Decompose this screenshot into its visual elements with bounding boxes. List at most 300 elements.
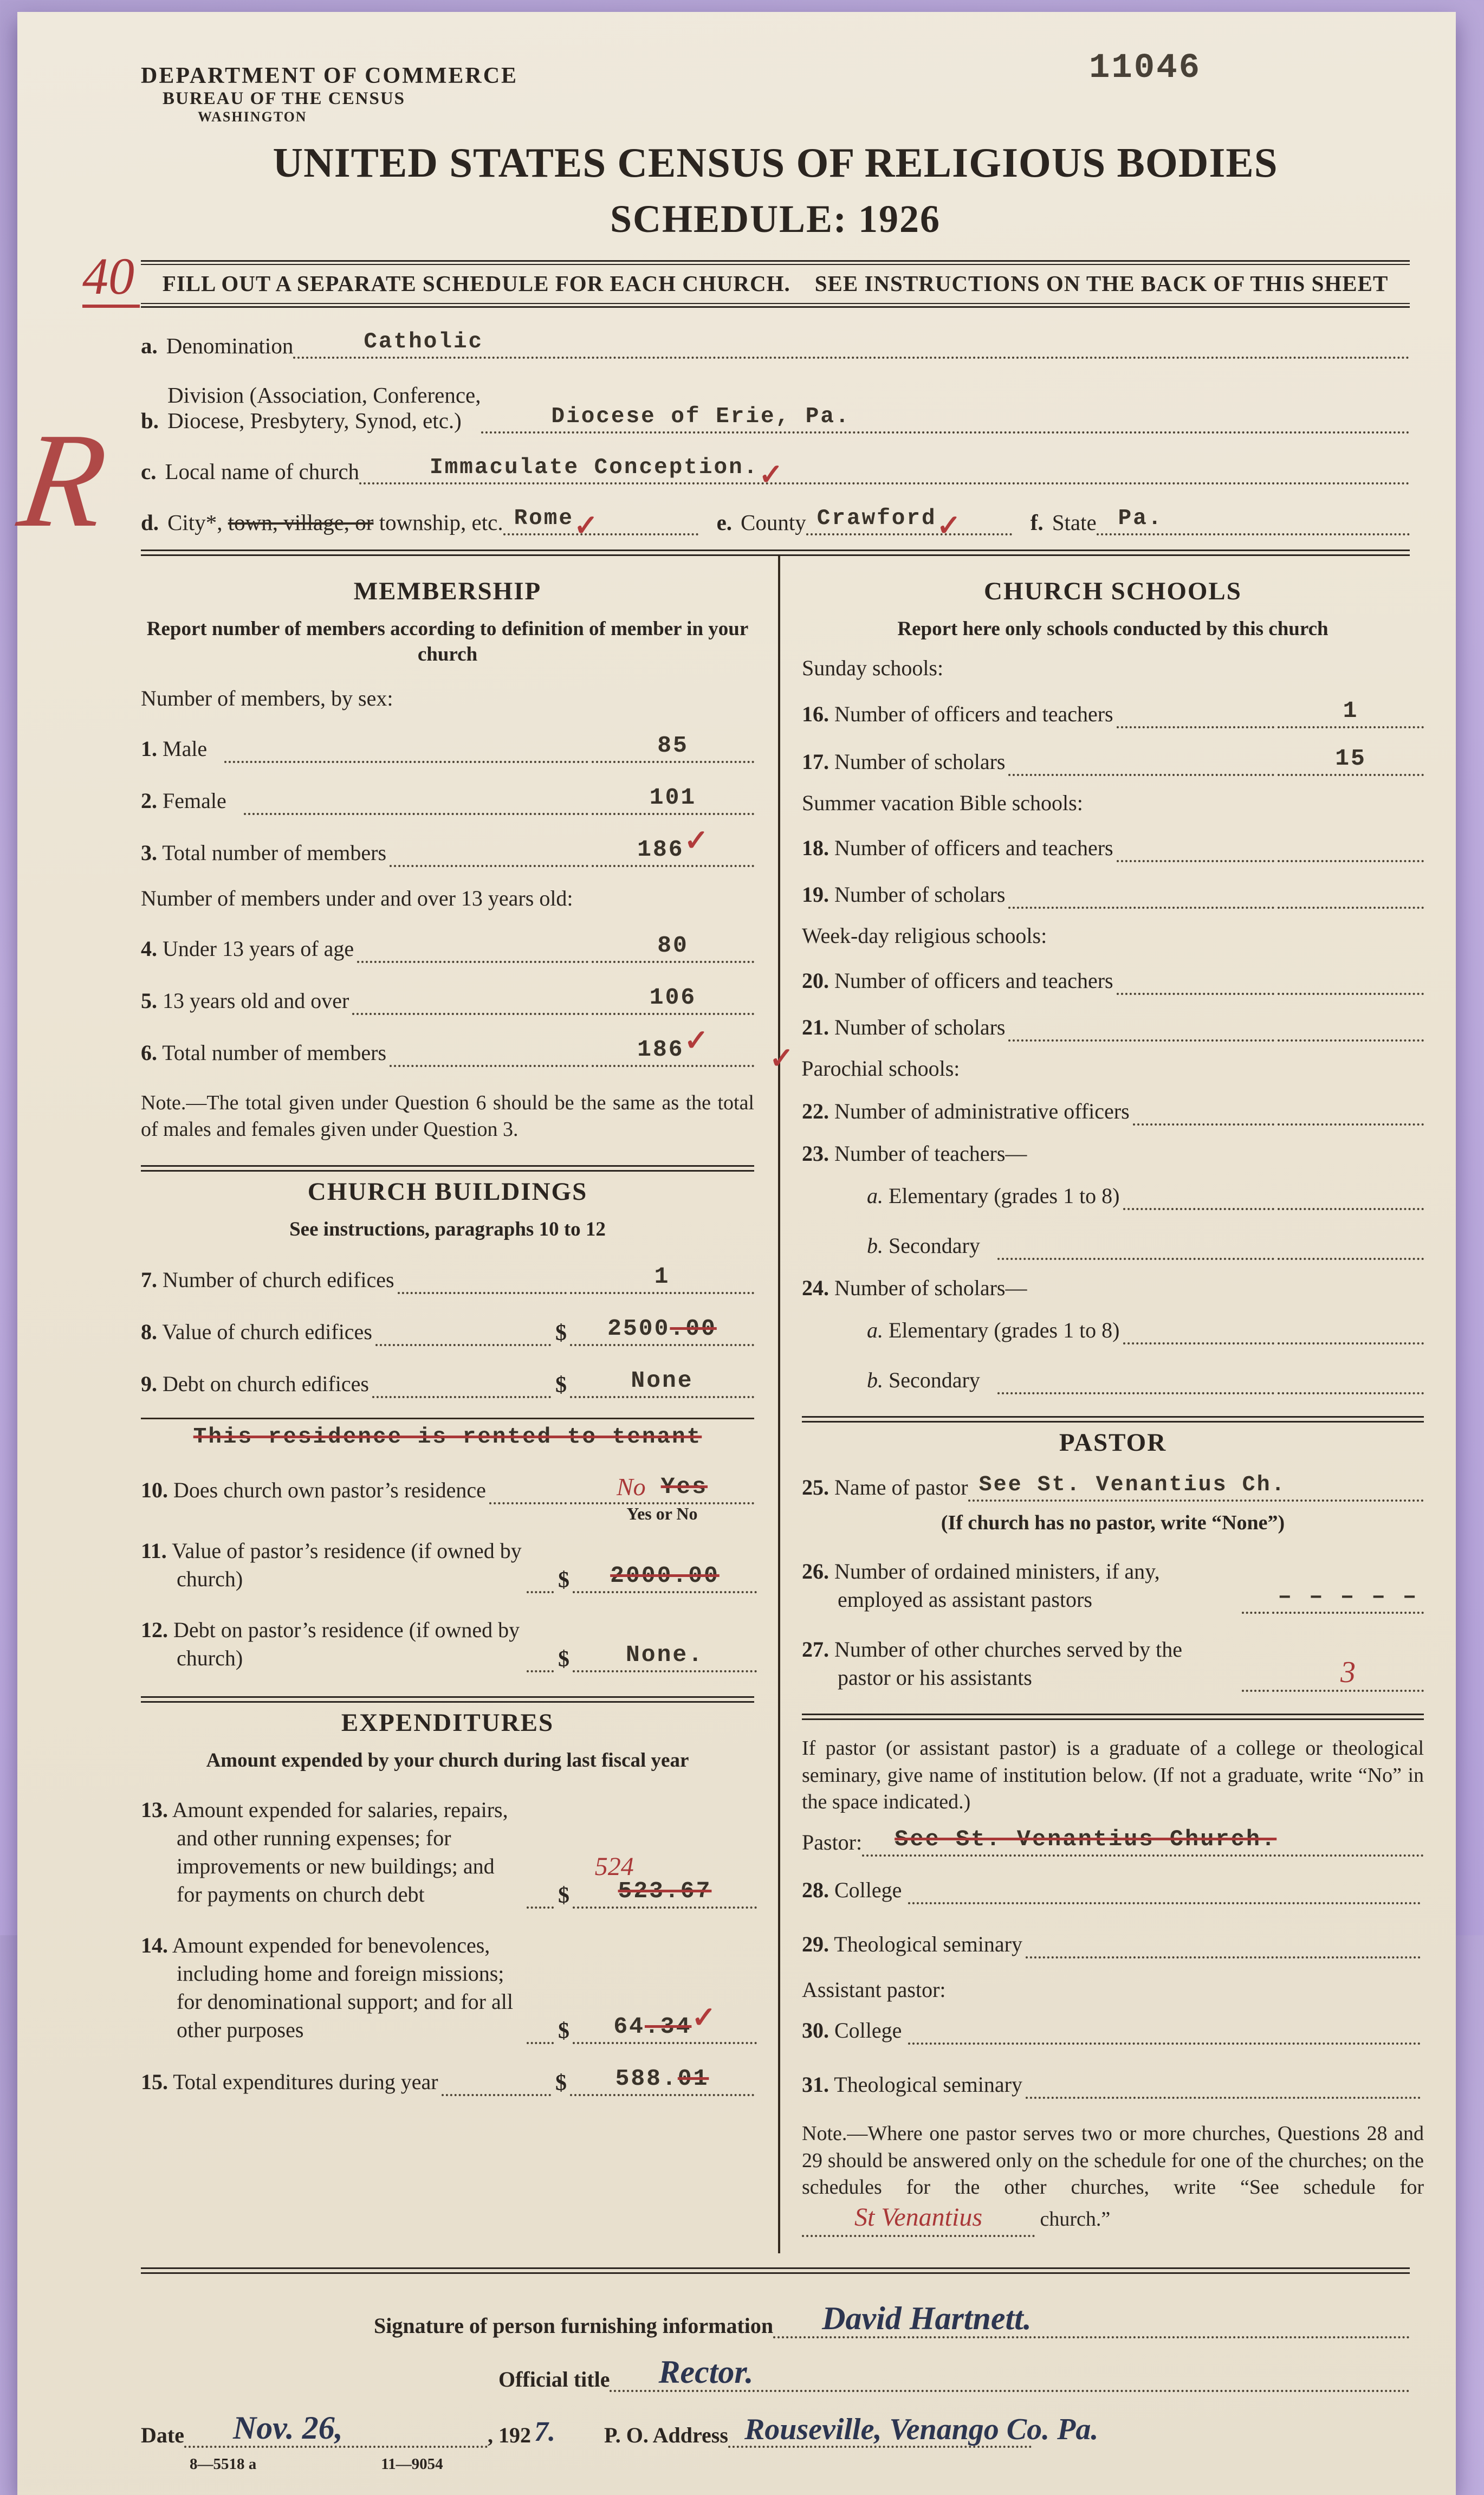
q5-number: 5. — [141, 988, 157, 1013]
denomination-value: Catholic — [364, 329, 484, 355]
q3-number: 3. — [141, 840, 157, 865]
q26-answer-line — [1272, 1585, 1424, 1614]
q14-answer-line — [573, 2001, 757, 2044]
membership-group-age: Number of members under and over 13 years old: — [141, 885, 573, 910]
schools-pastor-divider — [802, 1416, 1424, 1423]
q5-label: 13 years old and over — [163, 988, 349, 1013]
field-f-number: f. — [1030, 510, 1044, 535]
form-subtitle: SCHEDULE: 1926 — [610, 197, 941, 241]
local-name-value: Immaculate Conception. — [430, 455, 759, 481]
division-value: Diocese of Erie, Pa. — [551, 404, 851, 430]
q15-dollar-sign: $ — [555, 2071, 567, 2096]
pastor-graduate-divider — [802, 1714, 1424, 1720]
q22-answer-line — [1278, 1123, 1424, 1126]
assistant-pastor-heading: Assistant pastor: — [802, 1977, 946, 2002]
q6-value: 186 — [637, 1036, 684, 1063]
q19-number: 19. — [802, 882, 829, 907]
q4-label: Under 13 years of age — [163, 936, 354, 961]
q25-number: 25. — [802, 1475, 829, 1499]
question-16 — [802, 699, 1424, 728]
field-city-county-state — [141, 506, 1410, 542]
q20-number: 20. — [802, 968, 829, 993]
pastor-institution-label: Pastor: — [802, 1830, 863, 1855]
q7-number: 7. — [141, 1267, 157, 1292]
question-24a — [867, 1316, 1424, 1345]
q29-number: 29. — [802, 1932, 829, 1957]
agency-line-1: DEPARTMENT OF COMMERCE — [141, 63, 519, 88]
q3-leader — [390, 861, 588, 867]
date-label: Date — [141, 2422, 184, 2447]
q23a-letter: a. — [867, 1183, 883, 1208]
field-d-label-post: township, etc. — [379, 510, 503, 535]
field-b-number: b. — [141, 408, 159, 434]
q6-answer-line — [592, 1024, 754, 1067]
q23a-answer-line — [1278, 1208, 1424, 1210]
question-3 — [141, 824, 754, 867]
form-code-2: 11—9054 — [381, 2455, 443, 2473]
q24b-leader — [997, 1388, 1274, 1394]
q11-value-struck: 2000.00 — [610, 1562, 720, 1589]
form-codes — [190, 2455, 1410, 2473]
q30-label: College — [834, 2018, 902, 2043]
q12-dollar-sign: $ — [558, 1646, 569, 1672]
q22-label: Number of administrative officers — [834, 1098, 1130, 1123]
pastor-note-pre: Note.—Where one pastor serves two or more churches, Questions 28 and 29 should be answered only on the schedule for one of the churches; on the schedules for the other churches, write “See schedule for — [802, 2122, 1424, 2199]
q4-answer-line — [592, 934, 754, 963]
question-6 — [141, 1024, 754, 1067]
q23a-leader — [1123, 1204, 1274, 1210]
question-15 — [141, 2067, 754, 2096]
red-pencil-letter-r: R — [11, 405, 115, 555]
form-title: UNITED STATES CENSUS OF RELIGIOUS BODIES — [273, 139, 1278, 186]
q21-number: 21. — [802, 1014, 829, 1039]
q26-number: 26. — [802, 1559, 829, 1584]
field-d-label-pre: City*, — [167, 510, 223, 535]
pastor-institution-value-struck: See St. Venantius Church. — [895, 1826, 1277, 1853]
q18-leader — [1117, 856, 1274, 862]
field-b-label-line1: Division (Association, Conference, — [167, 383, 481, 408]
q1-leader — [224, 757, 588, 763]
left-column — [141, 556, 780, 2253]
question-5 — [141, 986, 754, 1015]
q18-label: Number of officers and teachers — [834, 835, 1113, 860]
q13-dollar-sign: $ — [558, 1883, 569, 1909]
red-check-q6: ✓ — [684, 1024, 709, 1057]
field-denomination — [141, 329, 1410, 359]
q17-value: 15 — [1335, 745, 1366, 772]
question-20 — [802, 967, 1424, 995]
right-column — [769, 556, 1424, 2253]
q10-label: Does church own pastor’s residence — [173, 1477, 486, 1502]
q3-answer-line — [592, 824, 754, 867]
question-23b — [867, 1232, 1424, 1260]
field-e-number: e. — [716, 510, 733, 535]
q10-yes-or-no-caption: Yes or No — [626, 1503, 698, 1523]
q21-leader — [1008, 1035, 1274, 1042]
signature-row — [141, 2299, 1410, 2338]
q5-leader — [352, 1009, 588, 1015]
q15-value: 588. — [615, 2065, 678, 2092]
q15-number: 15. — [141, 2070, 168, 2095]
q8-answer-line — [570, 1317, 754, 1346]
q27-answer-line — [1272, 1655, 1424, 1692]
q21-label: Number of scholars — [834, 1014, 1006, 1039]
signature-label: Signature of person furnishing information — [374, 2313, 774, 2338]
pastor-institution-row — [802, 1828, 1424, 1857]
q28-number: 28. — [802, 1878, 829, 1903]
q4-value: 80 — [657, 932, 689, 959]
q11-number: 11. — [141, 1538, 167, 1563]
q15-cents-struck: 01 — [677, 2065, 709, 2092]
q17-label: Number of scholars — [834, 749, 1006, 774]
po-address-line — [728, 2411, 1099, 2448]
field-f-line — [1097, 508, 1410, 535]
pastor-note-blank — [802, 2201, 1035, 2237]
q14-value: 64 — [613, 2013, 645, 2040]
q13-label: Amount expended for salaries, repairs, and other running expenses; for improvements or new buildings; and for payments on church debt — [172, 1798, 508, 1907]
q16-leader — [1117, 722, 1274, 728]
q10-number: 10. — [141, 1477, 168, 1502]
q8-number: 8. — [141, 1319, 157, 1344]
q13-number: 13. — [141, 1798, 168, 1822]
q23b-leader — [997, 1253, 1274, 1260]
field-d-number: d. — [141, 510, 159, 535]
field-c-number: c. — [141, 459, 157, 484]
question-9 — [141, 1369, 754, 1398]
q26-value: – – – – – — [1278, 1583, 1418, 1610]
q1-answer-line — [592, 734, 754, 763]
q25-line — [968, 1472, 1424, 1502]
q12-answer-line — [573, 1643, 757, 1672]
red-check-q3: ✓ — [684, 824, 709, 857]
q24b-answer-line — [1278, 1392, 1424, 1394]
q17-leader — [1008, 770, 1274, 776]
signature-line — [773, 2299, 1410, 2338]
q8-value: 2500 — [607, 1315, 670, 1342]
buildings-subtitle: See instructions, paragraphs 10 to 12 — [289, 1218, 606, 1240]
schools-group-sunday: Sunday schools: — [802, 655, 944, 680]
field-f-label: State — [1052, 510, 1097, 535]
q19-leader — [1008, 902, 1274, 909]
question-25 — [802, 1473, 1424, 1502]
pastor-note-fill-red: St Venantius — [854, 2203, 982, 2232]
buildings-title: CHURCH BUILDINGS — [307, 1177, 588, 1206]
date-year-printed: , 192 — [487, 2422, 531, 2447]
q12-number: 12. — [141, 1617, 168, 1642]
q20-answer-line — [1278, 993, 1424, 995]
agency-line-2: BUREAU OF THE CENSUS — [163, 89, 406, 109]
q28-leader — [908, 1898, 1421, 1904]
expenditures-subtitle: Amount expended by your church during last fiscal year — [206, 1749, 689, 1772]
q2-value: 101 — [649, 784, 697, 811]
question-13 — [141, 1796, 754, 1909]
q24a-answer-line — [1278, 1342, 1424, 1345]
q21-answer-line — [1278, 1039, 1424, 1042]
field-d-line: Rome ✓ — [503, 508, 698, 535]
po-address-value: Rouseville, Venango Co. Pa. — [744, 2412, 1099, 2446]
q17-number: 17. — [802, 749, 829, 774]
question-19 — [802, 881, 1424, 909]
q23b-answer-line — [1278, 1258, 1424, 1260]
q5-value: 106 — [649, 984, 697, 1011]
q2-answer-line — [592, 786, 754, 815]
q24b-letter: b. — [867, 1367, 883, 1392]
field-c-line: Immaculate Conception. ✓ — [359, 457, 1410, 484]
instruction-banner-text: FILL OUT A SEPARATE SCHEDULE FOR EACH CHURCH. SEE INSTRUCTIONS ON THE BACK OF THIS SHEET — [141, 264, 1410, 304]
q24b-label: Secondary — [889, 1367, 980, 1392]
footer-divider — [141, 2267, 1410, 2274]
q12-leader — [527, 1666, 554, 1672]
question-10 — [141, 1472, 754, 1523]
official-title-line — [610, 2352, 1410, 2392]
q1-value: 85 — [657, 732, 689, 759]
question-2 — [141, 786, 754, 815]
schools-subtitle: Report here only schools conducted by this church — [897, 618, 1329, 641]
q27-number: 27. — [802, 1637, 829, 1662]
typed-interlineation-struck: This residence is rented to tenant — [193, 1424, 702, 1450]
q6-number: 6. — [141, 1040, 157, 1065]
agency-block — [141, 63, 1410, 125]
q7-value: 1 — [654, 1263, 670, 1290]
date-value: Nov. 26, — [232, 2409, 343, 2446]
schools-group-weekday: Week-day religious schools: — [802, 923, 1047, 948]
q26-leader — [1242, 1607, 1269, 1614]
q15-label: Total expenditures during year — [173, 2070, 438, 2095]
census-schedule-form — [11, 12, 1456, 2495]
field-e-line: Crawford ✓ — [806, 508, 1012, 535]
q13-leader — [527, 1902, 554, 1909]
pastor-title: PASTOR — [1059, 1428, 1167, 1457]
q22-number: 22. — [802, 1098, 829, 1123]
q31-number: 31. — [802, 2072, 829, 2097]
q7-answer-line — [570, 1265, 754, 1294]
q16-label: Number of officers and teachers — [834, 701, 1113, 726]
membership-group-sex: Number of members, by sex: — [141, 686, 393, 710]
q11-label: Value of pastor’s residence (if owned by church) — [172, 1538, 522, 1591]
date-address-row — [141, 2408, 1410, 2448]
schools-group-parochial — [769, 1042, 1424, 1081]
buildings-expenditures-divider — [141, 1696, 754, 1703]
q6-label: Total number of members — [162, 1040, 387, 1065]
q15-answer-line — [570, 2067, 754, 2096]
field-b-line — [481, 406, 1410, 434]
q9-leader — [372, 1392, 551, 1398]
q28-label: College — [834, 1878, 902, 1903]
q8-cents-struck: .00 — [670, 1315, 717, 1342]
q9-value: None — [631, 1367, 694, 1394]
q29-label: Theological seminary — [834, 1932, 1022, 1957]
q15-leader — [442, 2090, 551, 2096]
agency-line-3: WASHINGTON — [198, 108, 307, 125]
question-23 — [802, 1140, 1424, 1168]
q24a-label: Elementary (grades 1 to 8) — [889, 1317, 1120, 1342]
q23-label: Number of teachers— — [834, 1141, 1027, 1166]
q19-answer-line — [1278, 907, 1424, 909]
membership-subtitle: Report number of members according to definition of member in your church — [146, 618, 749, 665]
official-title-row — [141, 2352, 1410, 2392]
q26-label: Number of ordained ministers, if any, employed as assistant pastors — [834, 1559, 1160, 1612]
q10-answer-line — [570, 1472, 754, 1523]
q16-number: 16. — [802, 701, 829, 726]
q8-dollar-sign: $ — [555, 1320, 567, 1346]
q16-value: 1 — [1343, 697, 1359, 724]
q1-number: 1. — [141, 736, 157, 761]
q24a-leader — [1123, 1338, 1274, 1345]
form-code-1: 8—5518 a — [190, 2455, 257, 2473]
q2-label: Female — [163, 788, 226, 813]
q31-label: Theological seminary — [834, 2072, 1022, 2097]
question-18 — [802, 834, 1424, 862]
field-local-name — [141, 455, 1410, 492]
expenditures-title: EXPENDITURES — [341, 1708, 554, 1737]
q9-number: 9. — [141, 1371, 157, 1396]
question-1 — [141, 734, 754, 763]
official-title-label: Official title — [498, 2367, 610, 2391]
q7-leader — [398, 1288, 567, 1294]
question-30 — [802, 2016, 1424, 2045]
question-27 — [802, 1636, 1424, 1692]
field-e-label: County — [741, 510, 806, 535]
q9-label: Debt on church edifices — [163, 1371, 369, 1396]
question-17 — [802, 747, 1424, 776]
q20-label: Number of officers and teachers — [834, 968, 1113, 993]
q11-answer-line — [573, 1564, 757, 1593]
q22-leader — [1133, 1119, 1274, 1126]
question-28 — [802, 1876, 1424, 1904]
q13-answer-line — [573, 1852, 757, 1909]
schools-group-summer: Summer vacation Bible schools: — [802, 790, 1083, 815]
q12-label: Debt on pastor’s residence (if owned by church) — [173, 1617, 520, 1670]
question-4 — [141, 934, 754, 963]
membership-buildings-divider — [141, 1165, 754, 1172]
county-value: Crawford — [816, 506, 937, 532]
field-c-label: Local name of church — [165, 459, 360, 484]
q24-number: 24. — [802, 1275, 829, 1300]
question-11 — [141, 1537, 754, 1593]
q24-label: Number of scholars— — [834, 1275, 1027, 1300]
q12-value: None. — [625, 1641, 704, 1668]
q25-label: Name of pastor — [834, 1475, 968, 1499]
q4-number: 4. — [141, 936, 157, 961]
q2-leader — [244, 809, 588, 815]
membership-note: Note.—The total given under Question 6 should be the same as the total of males and females given under Question 3. — [141, 1091, 754, 1141]
question-12 — [141, 1616, 754, 1672]
q23b-label: Secondary — [889, 1233, 980, 1258]
membership-title: MEMBERSHIP — [353, 577, 542, 606]
q25-value: See St. Venantius Ch. — [978, 1472, 1286, 1497]
red-check-parochial: ✓ — [769, 1042, 794, 1075]
q16-answer-line — [1278, 699, 1424, 728]
q23b-letter: b. — [867, 1233, 883, 1258]
q8-label: Value of church edifices — [162, 1319, 372, 1344]
q10-leader — [489, 1498, 567, 1504]
q14-leader — [527, 2038, 554, 2044]
field-a-number: a. — [141, 333, 158, 359]
q27-red-value: 3 — [1340, 1656, 1356, 1690]
field-division — [141, 383, 1410, 434]
signature-value: David Hartnett. — [822, 2300, 1032, 2336]
q9-answer-line — [570, 1369, 754, 1398]
q14-cents-struck: .34 — [644, 2013, 692, 2040]
q8-leader — [375, 1340, 551, 1346]
q20-leader — [1117, 988, 1274, 995]
question-29 — [802, 1930, 1424, 1958]
q11-dollar-sign: $ — [558, 1567, 569, 1593]
q3-value: 186 — [637, 836, 684, 863]
q10-value-struck: Yes — [660, 1473, 708, 1500]
q30-leader — [908, 2038, 1421, 2045]
schools-group-parochial-label: Parochial schools: — [801, 1056, 960, 1081]
city-value: Rome — [514, 506, 574, 532]
q30-number: 30. — [802, 2018, 829, 2043]
q13-red-correction: 524 — [594, 1852, 634, 1882]
question-23a — [867, 1182, 1424, 1210]
question-24 — [802, 1274, 1424, 1302]
pastor-note-post: church.” — [1040, 2208, 1111, 2231]
q10-red-no: No — [616, 1472, 646, 1501]
q18-answer-line — [1278, 860, 1424, 862]
q31-leader — [1026, 2092, 1421, 2099]
po-address-label: P. O. Address — [604, 2422, 728, 2447]
q14-number: 14. — [141, 1933, 168, 1958]
q25-note: (If church has no pastor, write “None”) — [941, 1511, 1285, 1534]
q14-label: Amount expended for benevolences, including home and foreign missions; for denominational support; and for all other purposes — [172, 1933, 513, 2042]
field-b-label-line2: Diocese, Presbytery, Synod, etc.) — [167, 408, 462, 434]
official-title-value: Rector. — [658, 2354, 754, 2390]
q1-label: Male — [163, 736, 208, 761]
q3-label: Total number of members — [162, 840, 387, 865]
question-8 — [141, 1317, 754, 1346]
q9-dollar-sign: $ — [555, 1372, 567, 1398]
date-year-handwritten: 7. — [534, 2416, 555, 2447]
red-check-q14: ✓ — [691, 2001, 716, 2034]
q5-answer-line — [592, 986, 754, 1015]
question-21 — [802, 1013, 1424, 1042]
question-7 — [141, 1265, 754, 1294]
q13-value-struck: 523.67 — [618, 1878, 712, 1905]
state-value: Pa. — [1118, 506, 1163, 532]
q14-dollar-sign: $ — [558, 2019, 569, 2044]
field-d-label-struck: town, village, or — [228, 510, 374, 535]
question-31 — [802, 2071, 1424, 2099]
date-line — [184, 2408, 488, 2448]
q23a-label: Elementary (grades 1 to 8) — [889, 1183, 1120, 1208]
question-24b — [867, 1366, 1424, 1394]
q17-answer-line — [1278, 747, 1424, 776]
q24a-letter: a. — [867, 1317, 883, 1342]
question-26 — [802, 1557, 1424, 1614]
q18-number: 18. — [802, 835, 829, 860]
q2-number: 2. — [141, 788, 157, 813]
q27-leader — [1242, 1685, 1269, 1692]
q7-label: Number of church edifices — [163, 1267, 394, 1292]
footer-block — [141, 2299, 1410, 2473]
q4-leader — [357, 956, 588, 963]
graduate-note: If pastor (or assistant pastor) is a graduate of a college or theological seminary, give name of institution below. (If not a graduate, write “No” in the space indicated.) — [802, 1737, 1424, 1813]
q27-label: Number of other churches served by the pastor or his assistants — [834, 1637, 1182, 1690]
schools-title: CHURCH SCHOOLS — [984, 577, 1242, 606]
serial-number-stamp: 11046 — [1088, 49, 1201, 88]
divider-double-rule — [141, 550, 1410, 556]
pastor-institution-line — [862, 1828, 1424, 1857]
q6-leader — [390, 1061, 588, 1067]
q29-leader — [1026, 1952, 1421, 1958]
pastor-note — [802, 2121, 1424, 2237]
question-14 — [141, 1931, 754, 2044]
instruction-banner — [141, 260, 1410, 308]
q19-label: Number of scholars — [834, 882, 1006, 907]
q11-leader — [527, 1587, 554, 1593]
